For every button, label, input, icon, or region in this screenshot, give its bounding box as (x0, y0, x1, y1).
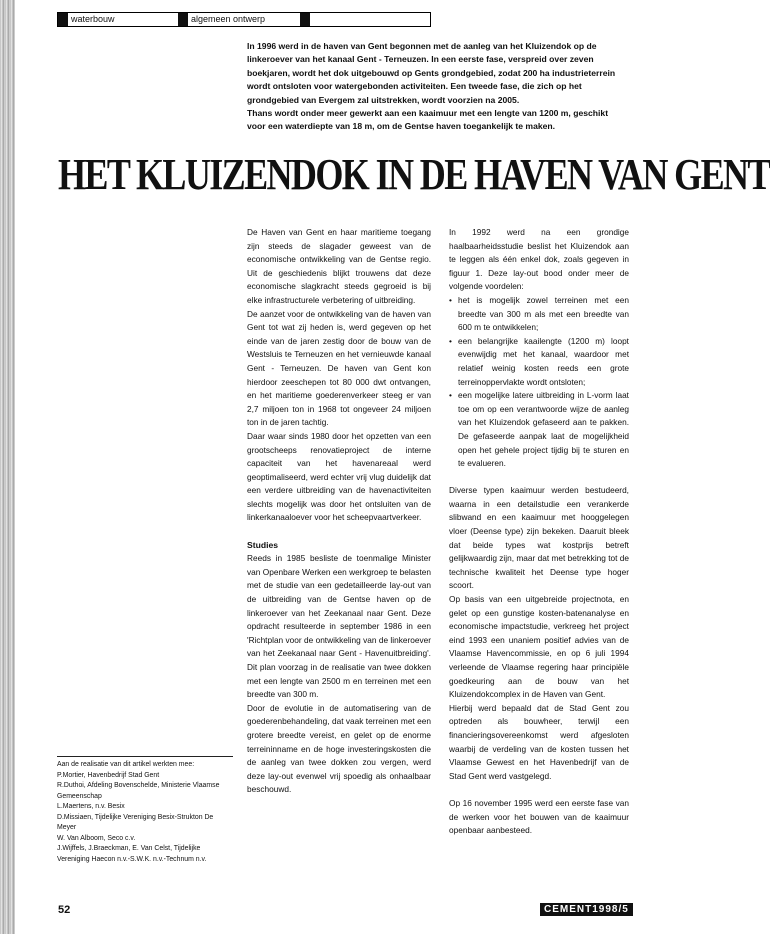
credit-line: W. Van Alboom, Seco c.v. (57, 834, 136, 842)
body-paragraph: Daar waar sinds 1980 door het opzetten van een grootscheeps renovatieproject de interne capaciteit van het havenareaal werd geoptimaliseerd, werd echter vrij vlug duidelijk dat een verdere uitbreiding van de havenactiviteiten slechts mogelijk was door het ontsluiten van de linkerkanaaloever voor het scheepvaartverkeer. (247, 430, 431, 523)
body-paragraph: In 1992 werd na een grondige haalbaarheidsstudie beslist het Kluizendok aan te leggen als één enkel dok, zoals gegeven in figuur 1. Deze lay-out bood onder meer de volgende voordelen: (449, 227, 629, 292)
header-block-marker (178, 13, 188, 26)
credit-line: R.Duthoi, Afdeling Bovenschelde, Ministerie Vlaamse Gemeenschap (57, 782, 220, 800)
section-header-bar (57, 12, 431, 27)
header-block-marker (300, 13, 310, 26)
list-item: • een belangrijke kaailengte (1200 m) loopt evenwijdig met het kanaal, waardoor met relatief weinig kosten reeds een grote terreinoppervlakte wordt ontsloten; (449, 335, 629, 389)
body-paragraph: Op 16 november 1995 werd een eerste fase van de werken voor het bouwen van de kaaimuur openbaar aanbesteed. (449, 797, 629, 836)
advantages-list (449, 294, 629, 471)
body-paragraph: Diverse typen kaaimuur werden bestudeerd, waarna in een detailstudie een verankerde slibwand en een kaaimuur met hooggelegen vloer (Deense type) zijn bekeken. Daaruit bleek dat beide types wat kostprijs betreft gelijkwaardig zijn, maar dat met betrekking tot de technische kwaliteit het Deense type hoger scoort. (449, 485, 629, 591)
body-column-left (247, 226, 431, 797)
body-column-right (449, 226, 629, 838)
body-paragraph: Op basis van een uitgebreide projectnota, en gelet op een gunstige kosten-batenanalyse en economische impactstudie, verkreeg het project eind 1993 een unaniem positief advies van de Vlaamse Havencommissie, en op 6 juli 1994 verleende de Vlaamse regering haar principiële goedkeuring aan de bouw van het Kluizendokcomplex in de Haven van Gent. (449, 594, 629, 700)
journal-issue-label: CEMENT1998/5 (540, 903, 633, 916)
page-number: 52 (58, 904, 71, 916)
subsection-label: algemeen ontwerp (191, 14, 266, 24)
credit-line: L.Maertens, n.v. Besix (57, 803, 125, 810)
credit-line: D.Missiaen, Tijdelijke Vereniging Besix-Strukton De Meyer (57, 813, 214, 831)
body-paragraph: De Haven van Gent en haar maritieme toegang zijn steeds de slagader geweest van de economische ontwikkeling van de Gentse regio. Uit de geschiedenis blijkt trouwens dat deze economische slagkracht steeds gegroeid is bij elke infrastructurele verbetering of uitbreiding. (247, 227, 431, 305)
credit-line: P.Mortier, Havenbedrijf Stad Gent (57, 771, 160, 779)
body-paragraph: Hierbij werd bepaald dat de Stad Gent zou optreden als bouwheer, terwijl een financieringsovereenkomst werd afgesloten waarbij de verdeling van de kosten tussen het Vlaamse Gewest en het Havenbedrijf van de Stad Gent werd vastgelegd. (449, 702, 629, 781)
credits-box (57, 756, 233, 865)
header-block-marker (58, 13, 68, 26)
list-item: • een mogelijke latere uitbreiding in L-vorm laat toe om op een verantwoorde wijze de aanleg van het Kluizendok gefaseerd aan te pakken. De gefaseerde aanpak laat de mogelijkheid open het gehele project tijdig bij te sturen en te evalueren. (449, 389, 629, 471)
intro-lead (247, 40, 627, 134)
list-item: • het is mogelijk zowel terreinen met een breedte van 300 m als met een breedte van 600 m te ontwikkelen; (449, 294, 629, 335)
credits-intro: Aan de realisatie van dit artikel werkten mee: (57, 761, 195, 768)
body-paragraph: Door de evolutie in de automatisering van de goederenbehandeling, dat vaak terreinen met een grotere breedte vereist, en gelet op de enorme terreininname en de hoge investeringskosten die de aanleg van twee dokken zou vergen, werd deze lay-out evenwel vrij spoedig als onhaalbaar beschouwd. (247, 702, 431, 795)
intro-paragraph: Thans wordt onder meer gewerkt aan een kaaimuur met een lengte van 1200 m, geschikt voor een waterdiepte van 18 m, om de Gentse haven toegankelijk te maken. (247, 108, 609, 132)
page-spine-edge (0, 0, 15, 934)
intro-paragraph: In 1996 werd in de haven van Gent begonnen met de aanleg van het Kluizendok op de linkeroever van het kanaal Gent - Terneuzen. In een eerste fase, verspreid over zeven boekjaren, wordt het dok uitgebouwd op Gents grondgebied, zodat 200 ha industrieterrein wordt ontsloten voor watergebonden activiteiten. Een tweede fase, die zich op het grondgebied van Evergem zal uitstrekken, wordt voorzien na 2005. (247, 41, 616, 105)
body-paragraph: Reeds in 1985 besliste de toenmalige Minister van Openbare Werken een werkgroep te belasten met de studie van een gedetailleerde lay-out van de uitbreiding van de Gentse haven op de linkeroever van het Zeekanaal naar Gent. Deze opdracht resulteerde in september 1986 in een 'Richtplan voor de ontwikkeling van de linkeroever van het Zeekanaal naar Gent - Havenuitbreiding'. Dit plan voorzag in de realisatie van twee dokken met een lengte van 2500 m en terreinen met een breedte van 300 m. (247, 553, 431, 700)
body-paragraph: De aanzet voor de ontwikkeling van de haven van Gent tot wat zij heden is, werd gegeven op het einde van de jaren zestig door de bouw van de Westsluis te Terneuzen en het vernieuwde kanaal Gent - Terneuzen. De haven van Gent kon hierdoor zeeschepen tot 80 000 dwt ontvangen, en het maritieme goederenverkeer steeg er van 2,7 miljoen ton in 1968 tot ongeveer 24 miljoen ton in de jaren tachtig. (247, 308, 431, 428)
credit-line: J.Wijffels, J.Braeckman, E. Van Celst, Tijdelijke Vereniging Haecon n.v.-S.W.K. n.v.-Technum n.v. (57, 845, 207, 863)
studies-heading: Studies (247, 539, 279, 550)
article-title: HET KLUIZENDOK IN DE HAVEN VAN GENT (58, 150, 770, 199)
section-label: waterbouw (71, 14, 115, 24)
